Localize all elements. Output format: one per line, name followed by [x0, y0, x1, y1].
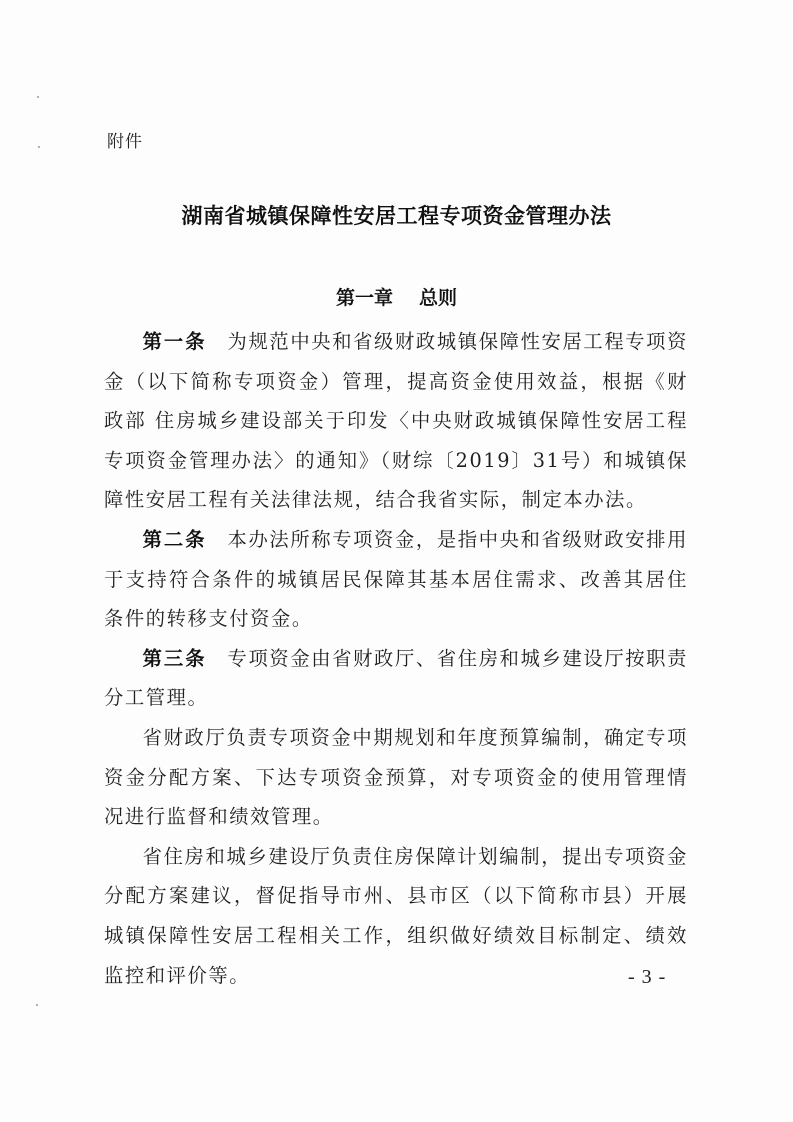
article-label: 第三条	[142, 646, 207, 670]
article-3-paragraph	[104, 639, 688, 718]
article-text: 本办法所称专项资金，是指中央和省级财政安排用于支持符合条件的城镇居民保障其基本居住需求、改善其居住条件的转移支付资金。	[104, 527, 688, 631]
body-paragraph: 省住房和城乡建设厅负责住房保障计划编制，提出专项资金分配方案建议，督促指导市州、县市区（以下简称市县）开展城镇保障性安居工程相关工作，组织做好绩效目标制定、绩效监控和评价等。	[104, 844, 688, 987]
scan-speck	[36, 1004, 38, 1006]
scan-speck	[38, 146, 40, 148]
scan-speck	[37, 96, 39, 98]
article-label: 第二条	[142, 527, 207, 551]
body-paragraph: 省财政厅负责专项资金中期规划和年度预算编制，确定专项资金分配方案、下达专项资金预算，对专项资金的使用管理情况进行监督和绩效管理。	[104, 725, 688, 829]
attachment-label: 附件	[107, 132, 143, 152]
article-text: 为规范中央和省级财政城镇保障性安居工程专项资金（以下简称专项资金）管理，提高资金使用效益，根据《财政部 住房城乡建设部关于印发〈中央财政城镇保障性安居工程专项资金管理办法〉的通知》（财综〔2019〕31号）和城镇保障性安居工程有关法律法规，结合我省实际，制定本办法。	[104, 330, 688, 512]
article-1-paragraph	[104, 322, 688, 520]
chapter-name: 总则	[419, 287, 458, 309]
document-title: 湖南省城镇保障性安居工程专项资金管理办法	[181, 203, 612, 228]
document-body	[104, 322, 688, 995]
chapter-number: 第一章	[335, 287, 393, 309]
page-number: - 3 -	[628, 966, 667, 988]
article-text: 专项资金由省财政厅、省住房和城乡建设厅按职责分工管理。	[104, 646, 688, 710]
chapter-heading	[0, 283, 793, 310]
article-label: 第一条	[142, 330, 207, 353]
article-2-paragraph	[104, 520, 688, 639]
